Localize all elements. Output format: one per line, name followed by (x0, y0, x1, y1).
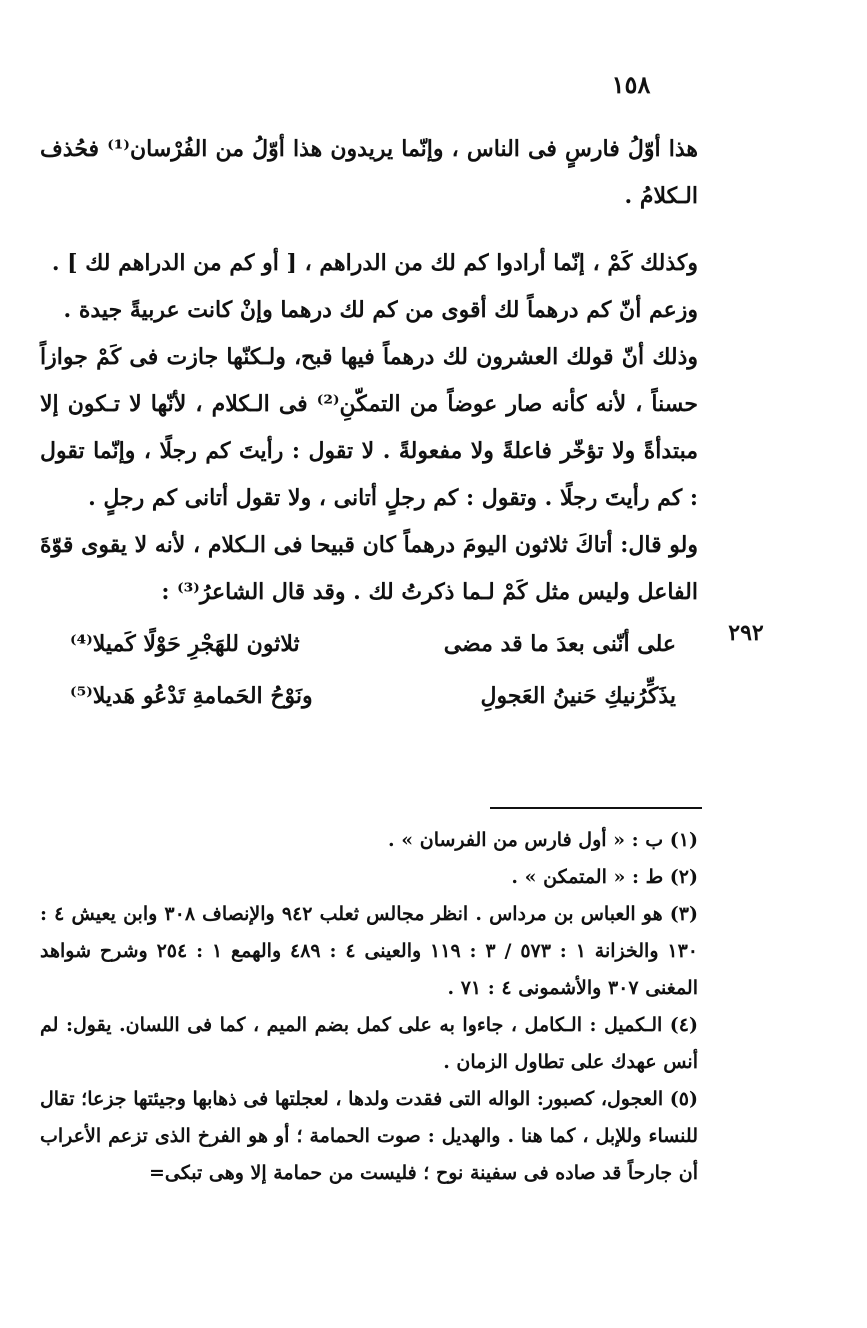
paragraph-4: وذلك أنّ قولك العشرون لك درهماً فيها قبح، ولـكنّها جازت فى كَمْ جوازاً حسناً ، لأنه كأنه صار عوضاً من التمكّنِ⁽²⁾ فى الـكلام ، لأنّها لا تـكون إلا مبتدأةً ولا تؤخّر فاعلةً ولا مفعولةً . لا تقول : رأيتَ كم رجلًا ، وإنّما تقول : كم رأيتَ رجلًا . وتقول : كم رجلٍ أتانى ، ولا تقول أتانى كم رجلٍ . (40, 344, 698, 511)
verse-line (40, 670, 698, 722)
footnote-1: (١) ب : « أول فارس من الفرسان » . (388, 829, 698, 851)
paragraph-2: وكذلك كَمْ ، إنّما أرادوا كم لك من الدراهم ، [ أو كم من الدراهم لك ] . (51, 250, 698, 276)
margin-number: ٢٩٢ (728, 620, 764, 646)
verse-line (40, 618, 698, 670)
paragraph-5: ولو قال: أتاكَ ثلاثون اليومَ درهماً كان قبيحا فى الـكلام ، لأنه لا يقوى قوّةَ الفاعل وليس مثل كَمْ لـما ذكرتُ لك . وقد قال الشاعرُ⁽³⁾ : (40, 532, 698, 605)
footnote-2: (٢) ط : « المتمكن » . (511, 866, 698, 888)
footnote-3: (٣) هو العباس بن مرداس . انظر مجالس ثعلب ٩٤٢ والإنصاف ٣٠٨ وابن يعيش ٤ : ١٣٠ والخزانة ١ : ٥٧٣ / ٣ : ١١٩ والعينى ٤ : ٤٨٩ والهمع ١ : ٢٥٤ وشرح شواهد المغنى ٣٠٧ والأشمونى ٤ : ٧١ . (40, 903, 699, 999)
verse-second-hemistich: ونَوْحُ الحَمامةِ تَدْعُو هَديلا⁽⁵⁾ (70, 683, 313, 709)
page-number: ١٥٨ (611, 70, 651, 99)
verse-first-hemistich: يذَكِّرُنيكِ حَنينُ العَجولِ (480, 683, 676, 709)
paragraph-3: وزعم أنّ كم درهماً لك أقوى من كم لك درهما وإنْ كانت عربيةً جيدة . (63, 297, 698, 323)
main-text (40, 126, 698, 722)
footnotes (40, 822, 698, 1192)
footnote-divider (490, 807, 702, 809)
verse-second-hemistich: ثلاثون للهَجْرِ حَوْلًا كَميلا⁽⁴⁾ (70, 631, 300, 657)
footnote-4: (٤) الـكميل : الـكامل ، جاءوا به على كمل بضم الميم ، كما فى اللسان. يقول: لم أنس عهدك على تطاول الزمان . (40, 1014, 698, 1073)
paragraph-1: هذا أوّلُ فارسٍ فى الناس ، وإنّما يريدون هذا أوّلُ من الفُرْسان⁽¹⁾ فحُذف الـكلامُ . (40, 136, 698, 209)
verse-first-hemistich: على أنّنى بعدَ ما قد مضى (443, 631, 676, 657)
footnote-5: (٥) العجول، كصبور: الواله التى فقدت ولدها ، لعجلتها فى ذهابها وجيئتها جزعا؛ تقال للنساء وللإبل ، كما هنا . والهديل : صوت الحمامة ؛ أو هو الفرخ الذى تزعم الأعراب أن جارحاً قد صاده فى سفينة نوح ؛ فليست من حمامة إلا وهى تبكى= (40, 1088, 698, 1184)
poem (40, 618, 698, 722)
